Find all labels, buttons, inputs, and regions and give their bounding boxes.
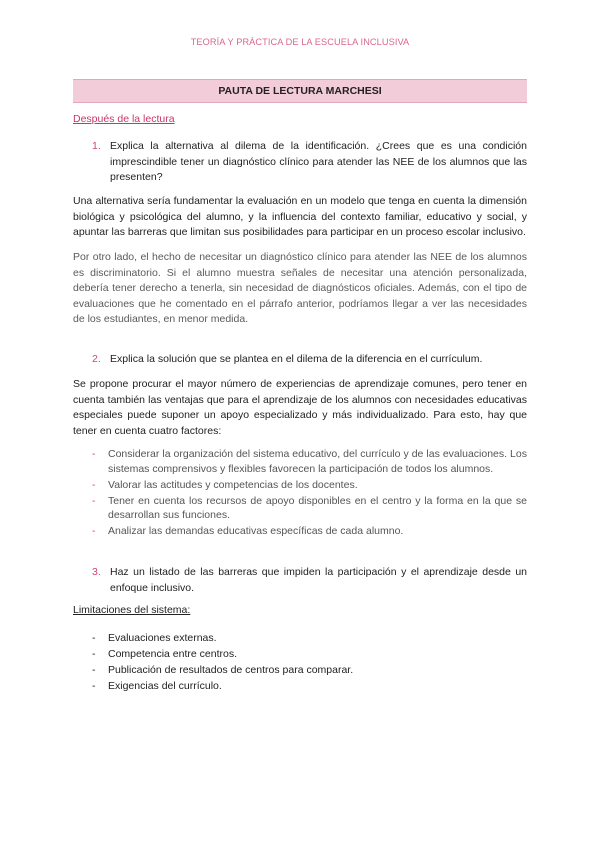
list-item bbox=[92, 647, 527, 662]
answer-2-paragraph: Se propone procurar el mayor número de experiencias de aprendizaje comunes, pero tener en cuenta también las ventajas que para el aprendizaje de los alumnos con necesidades educativas especiales puede suponer un apoyo especializado y más individualizado. Para esto, hay que tener en cuenta cuatro factores: bbox=[73, 378, 527, 437]
list-item-text: Evaluaciones externas. bbox=[108, 632, 217, 644]
list-item-text: Competencia entre centros. bbox=[108, 648, 237, 660]
dash-bullet: - bbox=[92, 478, 96, 491]
list-item bbox=[92, 679, 527, 694]
question-2-number: 2. bbox=[92, 353, 101, 365]
list-item-text: Publicación de resultados de centros para comparar. bbox=[108, 664, 354, 676]
question-3 bbox=[92, 565, 527, 596]
list-item bbox=[92, 447, 527, 476]
dash-bullet: - bbox=[92, 448, 96, 460]
list-item-text: Analizar las demandas educativas específicas de cada alumno. bbox=[108, 525, 404, 537]
list-item-text: Valorar las actitudes y competencias de los docentes. bbox=[108, 478, 358, 491]
list-item-text: Exigencias del currículo. bbox=[108, 680, 222, 692]
dash-bullet: - bbox=[92, 632, 96, 644]
dash-bullet: - bbox=[92, 648, 96, 660]
document-title: PAUTA DE LECTURA MARCHESI bbox=[73, 79, 527, 103]
limitations-subheading: Limitaciones del sistema: bbox=[73, 604, 191, 616]
factors-list bbox=[92, 447, 527, 540]
question-3-text: Haz un listado de las barreras que impiden la participación y el aprendizaje desde un enfoque inclusivo. bbox=[110, 566, 527, 594]
dash-bullet: - bbox=[92, 680, 96, 692]
page-header: TEORÍA Y PRÁCTICA DE LA ESCUELA INCLUSIVA bbox=[190, 37, 410, 47]
question-2 bbox=[92, 352, 527, 368]
dash-bullet: - bbox=[92, 664, 96, 676]
answer-1-paragraph-2: Por otro lado, el hecho de necesitar un diagnóstico clínico para atender las NEE de los alumnos es discriminatorio. Si el alumno muestra señales de necesitar una atención personalizada, debería tener derecho a tenerla, sin necesidad de diagnósticos oficiales. Además, con el tipo de evaluaciones que he comentado en el párrafo anterior, podríamos llegar a ver las necesidades de los estudiantes, en menor medida. bbox=[73, 251, 527, 325]
question-3-number: 3. bbox=[92, 566, 101, 578]
list-item bbox=[92, 631, 527, 646]
answer-1-paragraph-1: Una alternativa sería fundamentar la evaluación en un modelo que tenga en cuenta la dimensión biológica y psicológica del alumno, y la influencia del contexto familiar, educativo y social, y apuntar las barreras que limitan sus posibilidades para participar en un proceso escolar inclusivo. bbox=[73, 195, 527, 238]
dash-bullet: - bbox=[92, 494, 96, 507]
section-heading: Después de la lectura bbox=[73, 113, 175, 125]
question-1-number: 1. bbox=[92, 140, 101, 152]
limitations-list bbox=[92, 631, 527, 695]
list-item bbox=[92, 524, 527, 539]
list-item-text: Considerar la organización del sistema educativo, del currículo y de las evaluaciones. Los sistemas comprensivos y flexibles favorecen la participación de todos los alumnos. bbox=[108, 448, 527, 475]
question-1-text: Explica la alternativa al dilema de la identificación. ¿Crees que es una condición imprescindible tener un diagnóstico clínico para atender las NEE de los alumnos que las presenten? bbox=[110, 140, 527, 183]
list-item bbox=[92, 478, 527, 493]
question-1 bbox=[92, 139, 527, 186]
dash-bullet: - bbox=[92, 525, 96, 537]
list-item-text: Tener en cuenta los recursos de apoyo disponibles en el centro y la forma en la que se desarrollan sus funciones. bbox=[108, 494, 527, 521]
list-item bbox=[92, 663, 527, 678]
list-item bbox=[92, 494, 527, 523]
question-2-text: Explica la solución que se plantea en el dilema de la diferencia en el currículum. bbox=[110, 353, 483, 365]
